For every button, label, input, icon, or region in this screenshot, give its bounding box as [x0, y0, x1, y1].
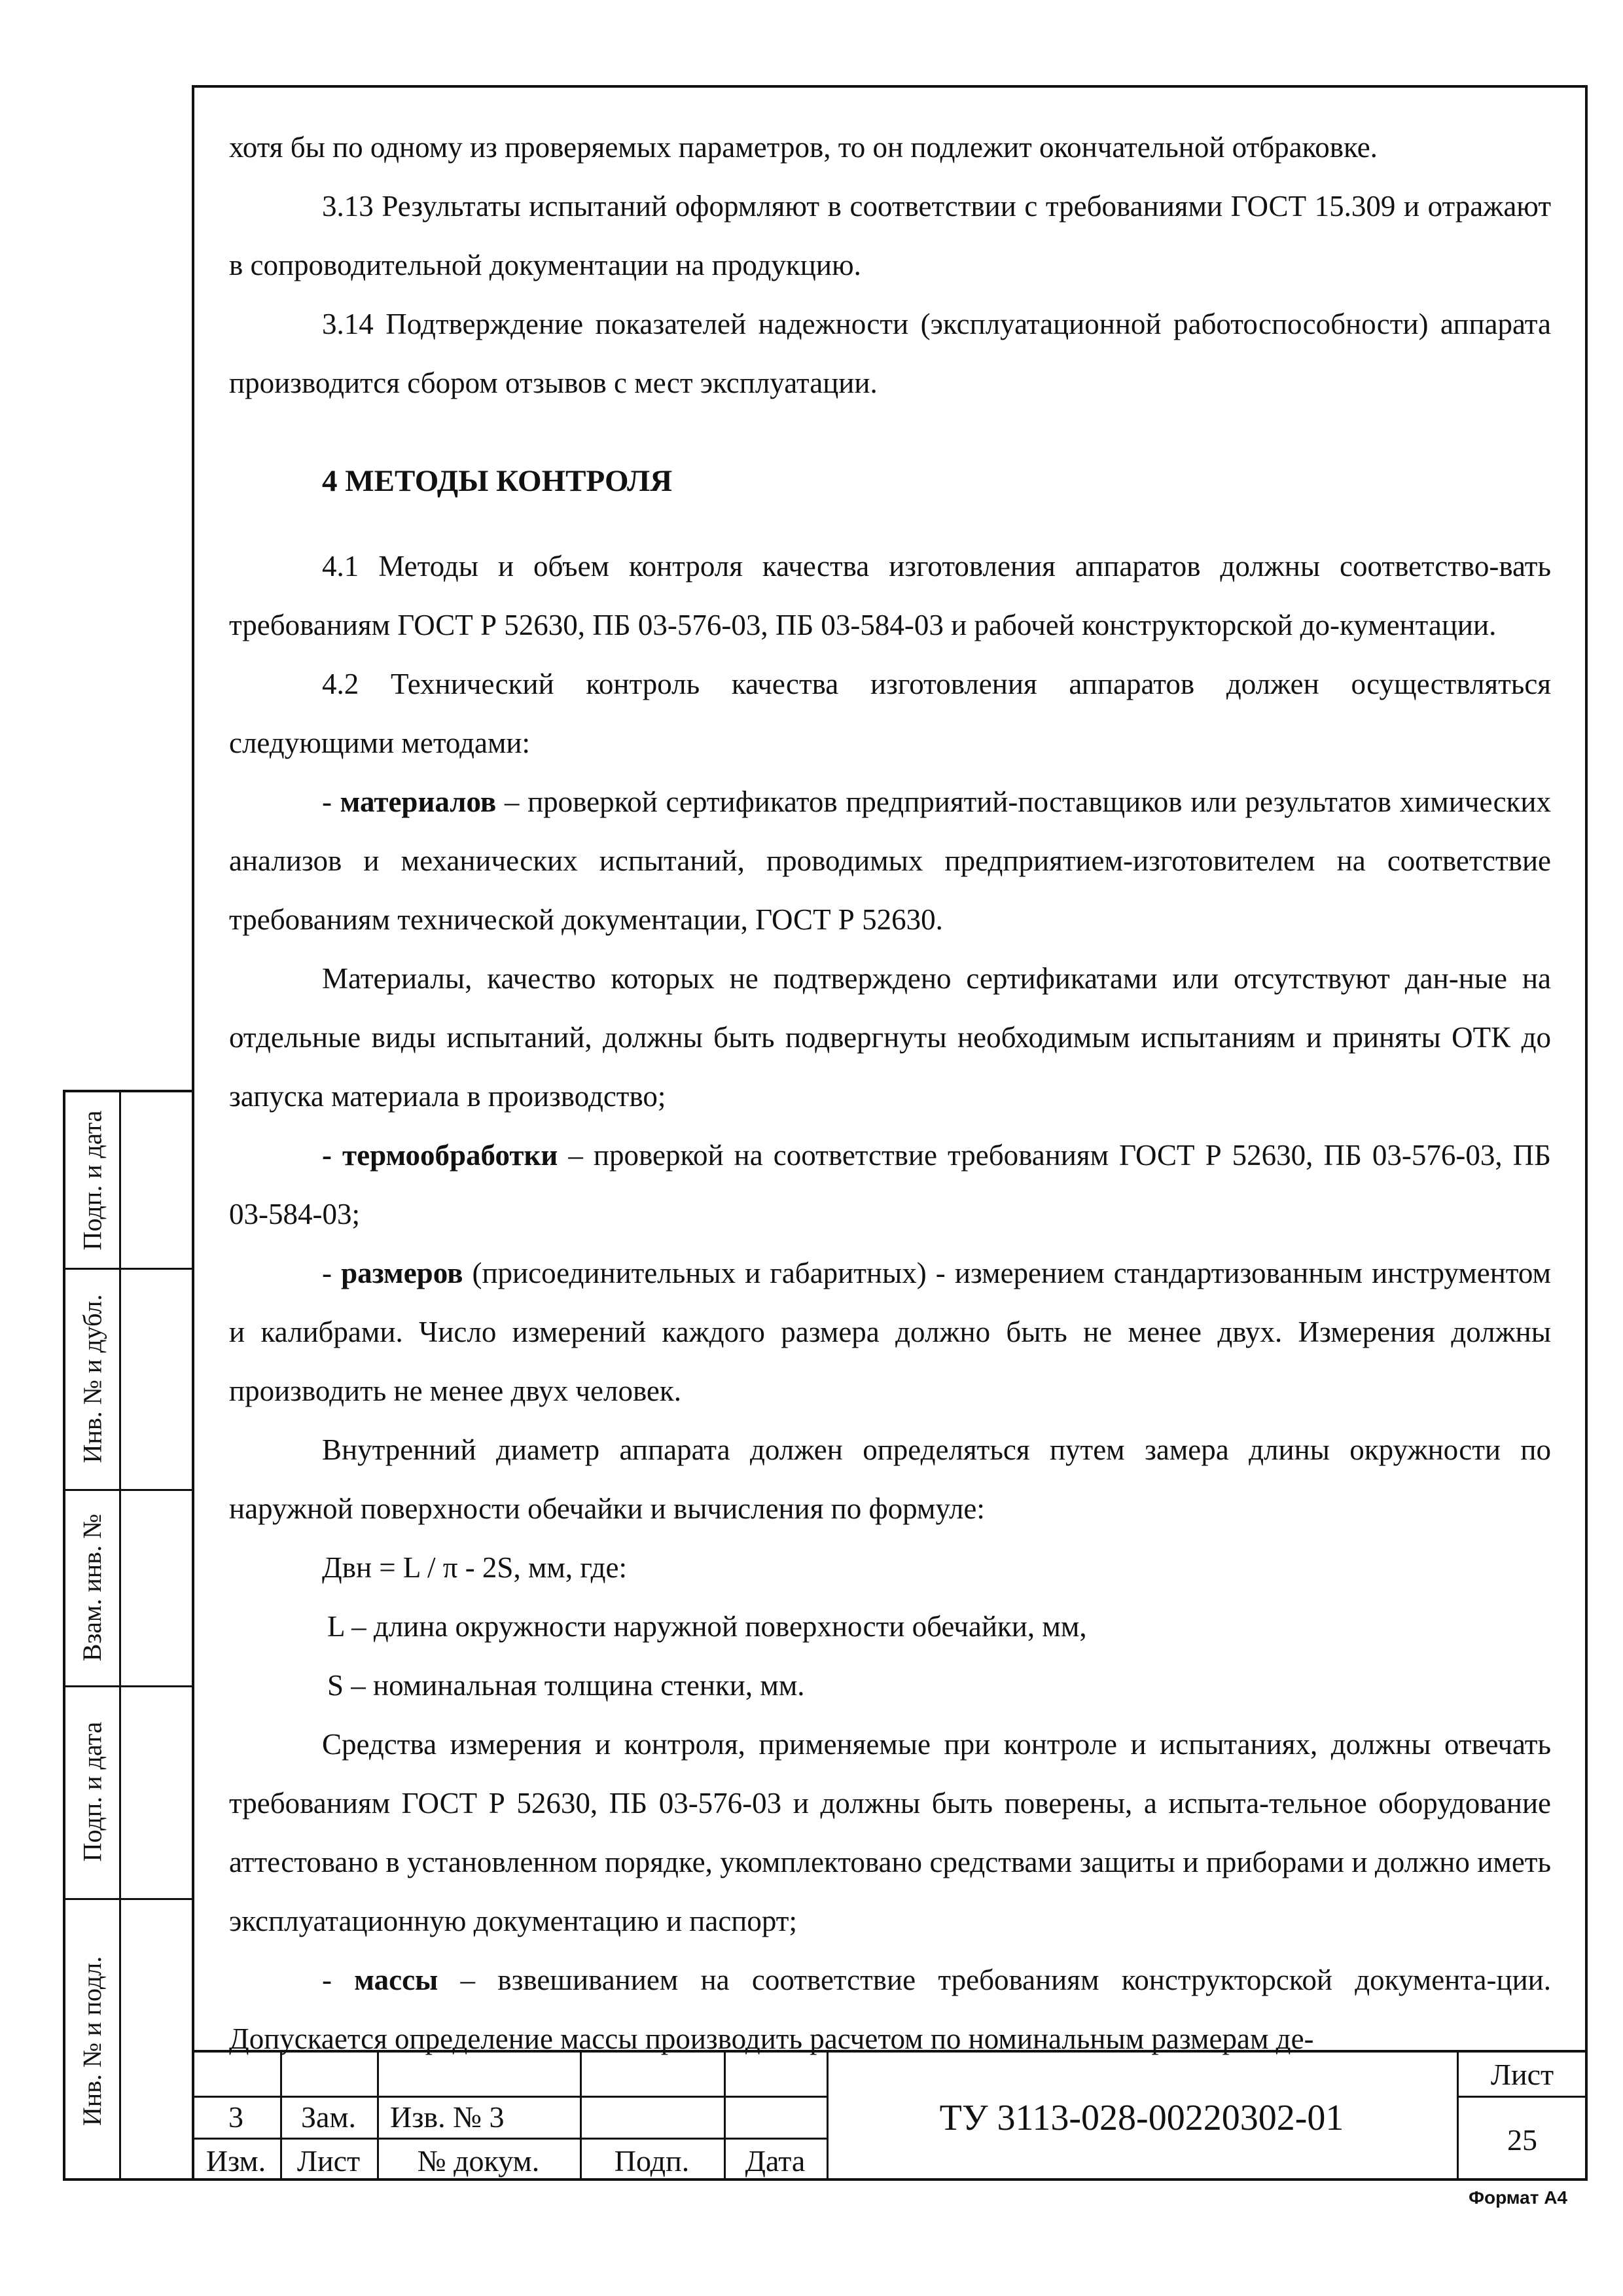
side-podp-data-1: Подп. и дата [77, 1110, 107, 1250]
side-podp-data-2: Подп. и дата [77, 1721, 107, 1862]
term-mass: массы [354, 1964, 438, 1996]
side-vzam-inv: Взам. инв. № [77, 1513, 107, 1661]
formula: Двн = L / π - 2S, мм, где: [322, 1551, 627, 1584]
header-list: Лист [296, 2144, 361, 2178]
materials-text: – проверкой сертификатов предприятий-поставщиков или результатов химических анализов и механических испытаний, проводимых предприятием-изготовителем на соответствие требованиям технической документации, ГОСТ Р 52630. [229, 785, 1551, 936]
paragraph-measuring-tools: Средства измерения и контроля, применяемые при контроле и испытаниях, должны отвечать требованиям ГОСТ Р 52630, ПБ 03-576-03 и должны быть поверены, а испыта-тельное оборудование аттестовано в установленном порядке, укомплектовано средствами защиты и приборами и должно иметь эксплуатационную документацию и паспорт; [229, 1728, 1551, 1937]
side-inv-podl: Инв. № и подл. [77, 1956, 107, 2126]
definition-s: S – номинальная толщина стенки, мм. [327, 1669, 805, 1702]
paragraph-materials [229, 772, 1551, 949]
paragraph-continuation: хотя бы по одному из проверяемых параметров, то он подлежит окончательной отбраковке. [229, 131, 1378, 164]
side-stamp [63, 1090, 192, 2181]
heat-treatment-text: – проверкой на соответствие требованиям ГОСТ Р 52630, ПБ 03-576-03, ПБ 03-584-03; [229, 1139, 1551, 1230]
document-code: ТУ 3113-028-00220302-01 [939, 2098, 1344, 2138]
bullet-dash: - [322, 1257, 342, 1289]
mass-text: – взвешиванием на соответствие требованиям конструкторской документа-ции. Допускается определение массы производить расчетом по номинальным размерам де- [229, 1964, 1551, 2055]
paragraph-materials-note: Материалы, качество которых не подтверждено сертификатами или отсутствуют дан-ные на отдельные виды испытаний, должны быть подвергнуты необходимым испытаниям и приняты ОТК до запуска материала в производство; [229, 962, 1551, 1113]
header-podp: Подп. [614, 2144, 690, 2178]
dimensions-text: (присоединительных и габаритных) - измерением стандартизованным инструментом и калибрами. Число измерений каждого размера должно быть не менее двух. Измерения должны производить не менее двух человек. [229, 1257, 1551, 1407]
title-block [192, 2050, 1588, 2181]
definition-l: L – длина окружности наружной поверхности обечайки, мм, [327, 1610, 1087, 1643]
document-body [229, 118, 1551, 2068]
change-number: 3 [228, 2100, 243, 2134]
paragraph-dimensions [229, 1244, 1551, 1420]
term-materials: материалов [340, 785, 497, 818]
header-izm: Изм. [205, 2144, 266, 2178]
paragraph-3-13: 3.13 Результаты испытаний оформляют в соответствии с требованиями ГОСТ 15.309 и отражают в сопроводительной документации на продукцию. [229, 190, 1551, 281]
header-data: Дата [745, 2144, 806, 2178]
paragraph-heat-treatment [229, 1126, 1551, 1244]
sheet-label: Лист [1490, 2057, 1554, 2091]
bullet-dash: - [322, 785, 340, 818]
paragraph-3-14: 3.14 Подтверждение показателей надежности (эксплуатационной работоспособности) аппарата производится сбором отзывов с мест эксплуатации. [229, 308, 1551, 399]
header-dokum: № докум. [417, 2144, 540, 2178]
term-dimensions: размеров [341, 1257, 463, 1289]
bullet-dash: - [322, 1964, 355, 1996]
paragraph-4-2: 4.2 Технический контроль качества изготовления аппаратов должен осуществляться следующими методами: [229, 668, 1551, 759]
sheet-mark: Зам. [300, 2100, 357, 2134]
term-heat-treatment: - термообработки [322, 1139, 558, 1172]
paragraph-inner-diameter: Внутренний диаметр аппарата должен определяться путем замера длины окружности по наружной поверхности обечайки и вычисления по формуле: [229, 1433, 1551, 1525]
side-inv-dubl: Инв. № и дубл. [77, 1294, 107, 1463]
format-label: Формат А4 [1469, 2187, 1567, 2208]
section-heading: 4 МЕТОДЫ КОНТРОЛЯ [322, 464, 673, 498]
sheet-number: 25 [1507, 2123, 1537, 2157]
paragraph-4-1: 4.1 Методы и объем контроля качества изготовления аппаратов должны соответство-вать требованиям ГОСТ Р 52630, ПБ 03-576-03, ПБ 03-584-03 и рабочей конструкторской до-кументации. [229, 550, 1551, 641]
document-mark: Изв. № 3 [390, 2100, 505, 2134]
